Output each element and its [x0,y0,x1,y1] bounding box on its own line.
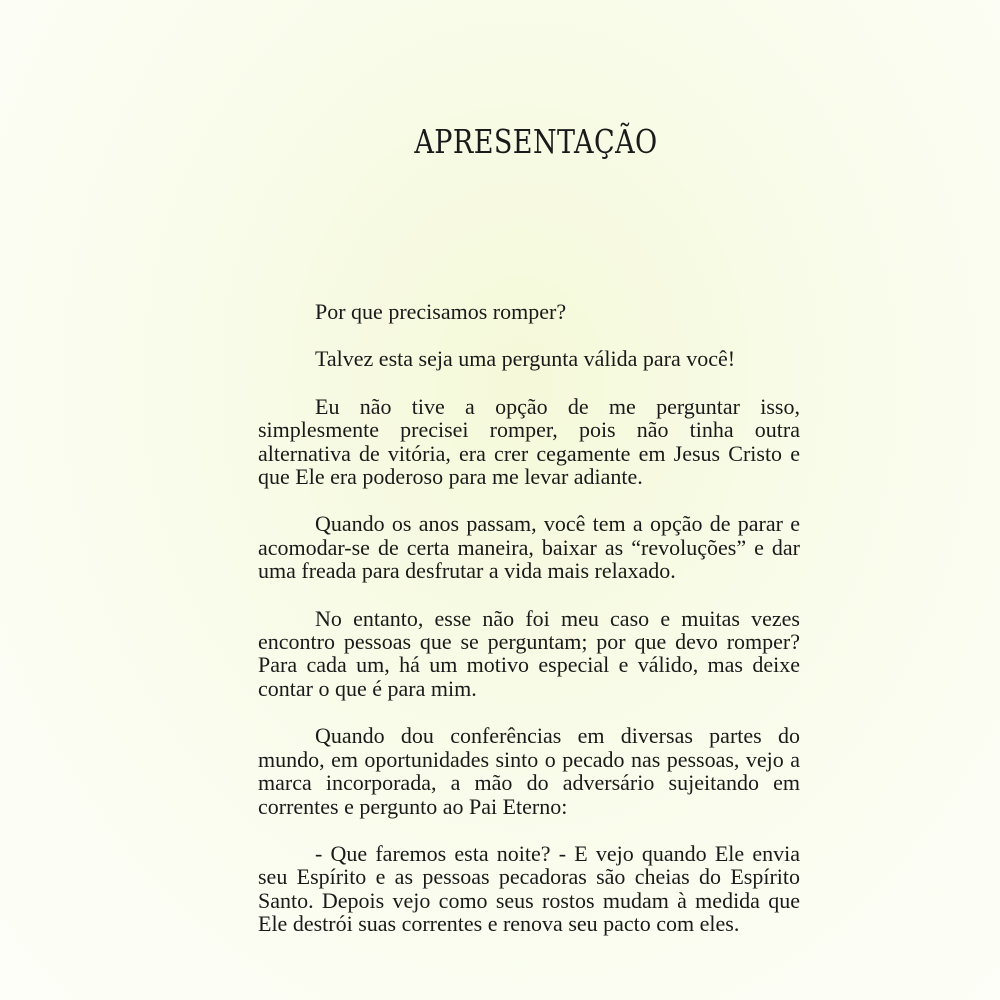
paragraph: Por que precisamos romper? [315,299,567,324]
paragraph: Quando dou conferências em diversas partes do mundo, em oportunidades sinto o pecado nas pessoas, vejo a marca incorporada, a mão do adversário sujeitando em correntes e pergunto ao Pai Eterno: [258,723,800,819]
paragraph: Quando os anos passam, você tem a opção de parar e acomodar-se de certa maneira, baixar as “revoluções” e dar uma freada para desfrutar a vida mais relaxado. [258,511,800,584]
paragraph: No entanto, esse não foi meu caso e muitas vezes encontro pessoas que se perguntam; por que devo romper? Para cada um, há um motivo especial e válido, mas deixe contar o que é para mim. [258,605,800,701]
paragraph: Eu não tive a opção de me perguntar isso, simplesmente precisei romper, pois não tinha outra alternativa de vitória, era crer cegamente em Jesus Cristo e que Ele era poderoso para me levar adiante. [258,393,800,490]
paragraph: Talvez esta seja uma pergunta válida para você! [315,346,736,372]
page-title: APRESENTAÇÃO [414,122,658,161]
paragraph: - Que faremos esta noite? - E vejo quando Ele envia seu Espírito e as pessoas pecadoras são cheias do Espírito Santo. Depois vejo como seus rostos mudam à medida que Ele destrói suas correntes e renova seu pacto com eles. [258,840,800,937]
page-body [258,300,800,960]
